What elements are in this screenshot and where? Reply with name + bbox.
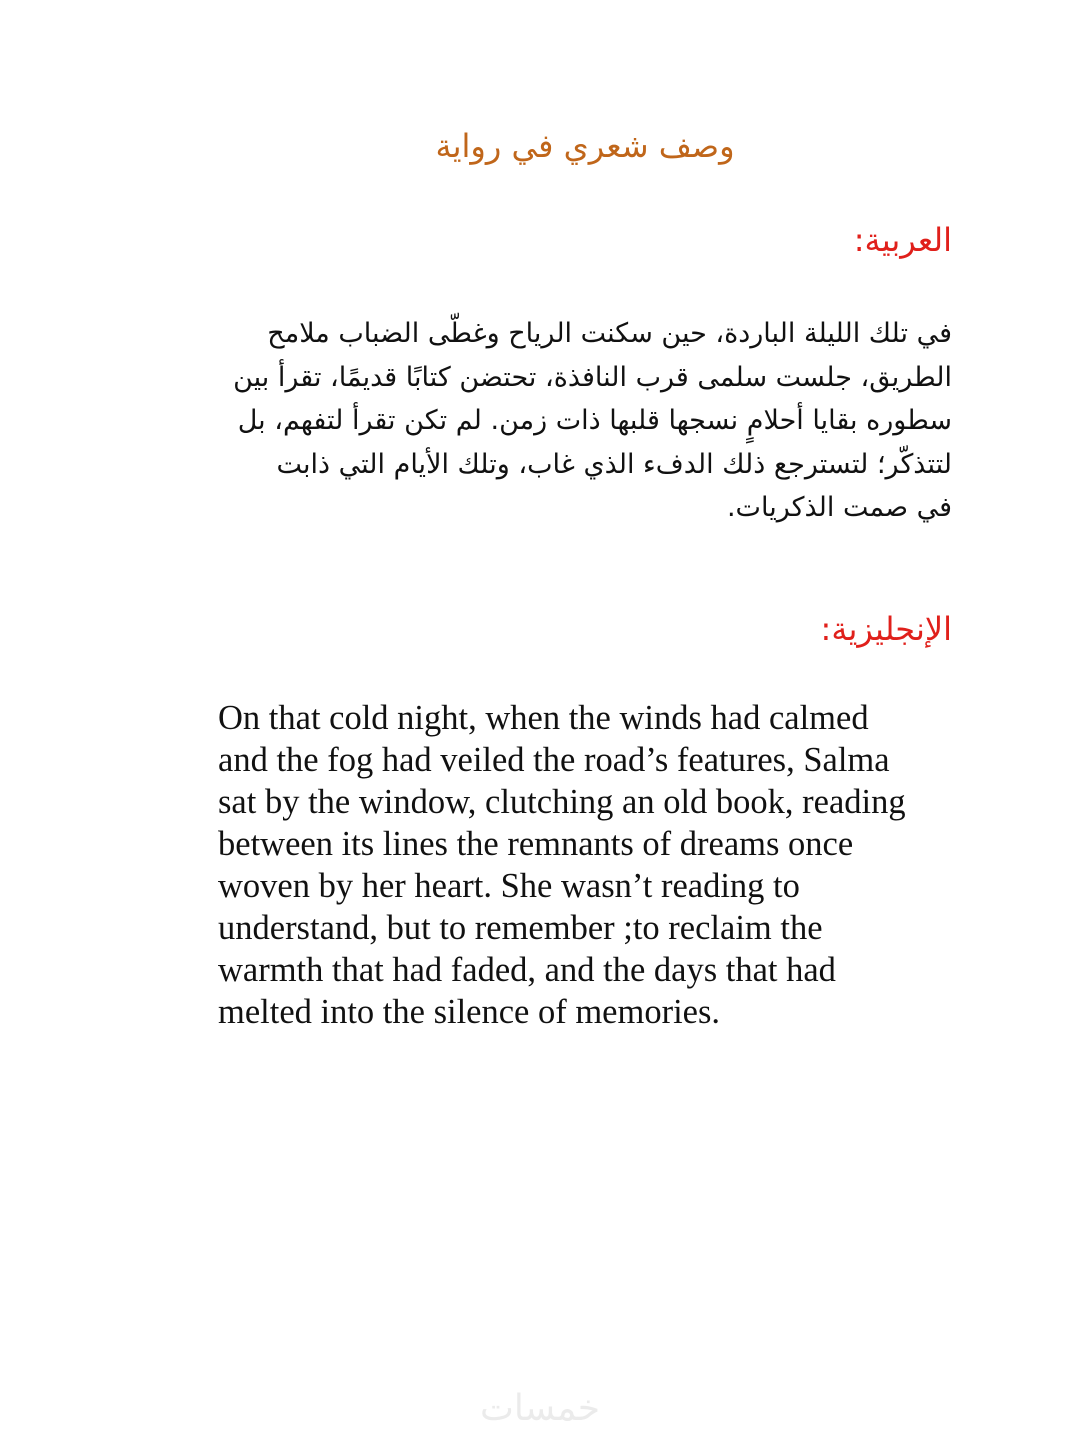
english-line: and the fog had veiled the road’s features, Salma	[218, 741, 890, 779]
arabic-line: لتتذكّر؛ لتسترجع ذلك الدفء الذي غاب، وتلك الأيام التي ذابت	[276, 448, 952, 480]
arabic-section-heading: العربية:	[853, 221, 952, 259]
arabic-paragraph	[212, 312, 952, 530]
arabic-line: سطوره بقايا أحلامٍ نسجها قلبها ذات زمن. لم تكن تقرأ لتفهم، بل	[237, 405, 952, 436]
english-line: melted into the silence of memories.	[218, 993, 721, 1031]
arabic-line: في صمت الذكريات.	[726, 492, 952, 523]
english-line: understand, but to remember ;to reclaim the	[218, 909, 823, 947]
english-line: woven by her heart. She wasn’t reading to	[218, 867, 800, 905]
english-line: between its lines the remnants of dreams once	[218, 825, 854, 863]
english-line: On that cold night, when the winds had calmed	[218, 699, 869, 737]
arabic-line: الطريق، جلست سلمى قرب النافذة، تحتضن كتابًا قديمًا، تقرأ بين	[233, 361, 952, 393]
english-paragraph	[218, 697, 978, 1033]
english-section-heading: الإنجليزية:	[820, 610, 952, 648]
page-title: وصف شعري في رواية	[435, 127, 735, 165]
watermark-logo: خمسات	[479, 1388, 601, 1429]
english-line: warmth that had faded, and the days that had	[218, 951, 836, 989]
arabic-line: في تلك الليلة الباردة، حين سكنت الرياح وغطّى الضباب ملامح	[267, 318, 952, 349]
english-line: sat by the window, clutching an old book, reading	[218, 783, 906, 821]
